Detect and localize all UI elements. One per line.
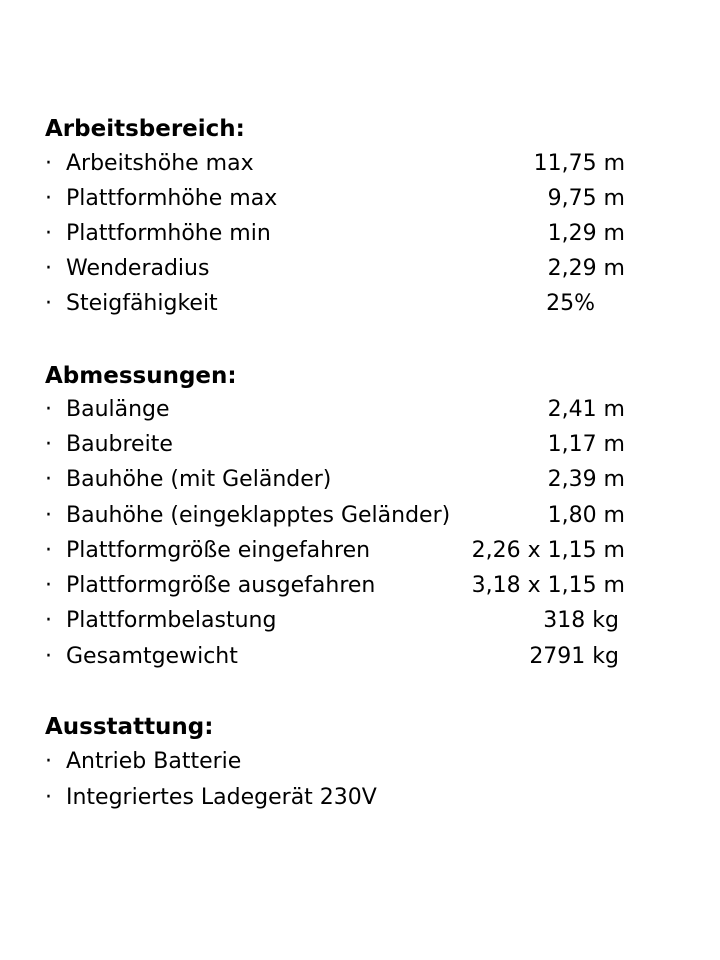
spec-label: Plattformgröße ausgefahren [66,573,376,598]
spec-row-baulaenge [45,395,625,425]
bullet: · [45,221,52,246]
spec-value: 2,41 m [547,397,625,422]
spec-value: 3,18 x 1,15 m [471,573,625,598]
bullet: · [45,644,52,669]
bullet: · [45,397,52,422]
spec-row-plattformbelastung [45,606,625,636]
spec-value: 9,75 m [547,186,625,211]
bullet: · [45,785,52,810]
spec-value: 2,26 x 1,15 m [471,538,625,563]
section-title-abmessungen: Abmessungen: [45,363,237,389]
bullet: · [45,186,52,211]
spec-value: 11,75 m [533,151,625,176]
spec-row-baubreite [45,430,625,460]
section-title-arbeitsbereich: Arbeitsbereich: [45,116,245,142]
spec-row-gesamtgewicht [45,642,625,672]
bullet: · [45,749,52,774]
spec-value: 2,39 m [547,467,625,492]
spec-label: Baulänge [66,397,170,422]
spec-label: Plattformgröße eingefahren [66,538,371,563]
spec-row-steigfaehigkeit [45,289,625,319]
spec-value: 25% [546,291,595,316]
feature-row-ladegeraet [45,783,625,813]
feature-label: Antrieb Batterie [66,749,242,774]
bullet: · [45,291,52,316]
spec-label: Arbeitshöhe max [66,151,254,176]
spec-label: Wenderadius [66,256,210,281]
bullet: · [45,151,52,176]
spec-row-bauhoehe-eingeklappt [45,501,625,531]
spec-label: Plattformbelastung [66,608,277,633]
spec-value: 1,80 m [547,503,625,528]
spec-label: Baubreite [66,432,173,457]
bullet: · [45,573,52,598]
spec-label: Gesamtgewicht [66,644,238,669]
spec-value: 2,29 m [547,256,625,281]
spec-row-plattformhoehe-max [45,184,625,214]
bullet: · [45,608,52,633]
section-title-ausstattung: Ausstattung: [45,714,214,740]
spec-row-plattformhoehe-min [45,219,625,249]
spec-label: Bauhöhe (mit Geländer) [66,467,332,492]
spec-row-bauhoehe-gelaender [45,465,625,495]
bullet: · [45,256,52,281]
spec-value: 1,29 m [547,221,625,246]
spec-label: Plattformhöhe min [66,221,271,246]
spec-value: 1,17 m [547,432,625,457]
spec-label: Bauhöhe (eingeklapptes Geländer) [66,503,451,528]
feature-row-antrieb [45,747,625,777]
bullet: · [45,503,52,528]
bullet: · [45,467,52,492]
spec-row-plattformgroesse-eingefahren [45,536,625,566]
spec-label: Plattformhöhe max [66,186,278,211]
spec-label: Steigfähigkeit [66,291,218,316]
spec-value: 2791 kg [529,644,619,669]
spec-row-plattformgroesse-ausgefahren [45,571,625,601]
spec-value: 318 kg [543,608,619,633]
feature-label: Integriertes Ladegerät 230V [66,785,377,810]
bullet: · [45,432,52,457]
bullet: · [45,538,52,563]
spec-row-wenderadius [45,254,625,284]
spec-row-arbeitshoehe [45,149,625,179]
